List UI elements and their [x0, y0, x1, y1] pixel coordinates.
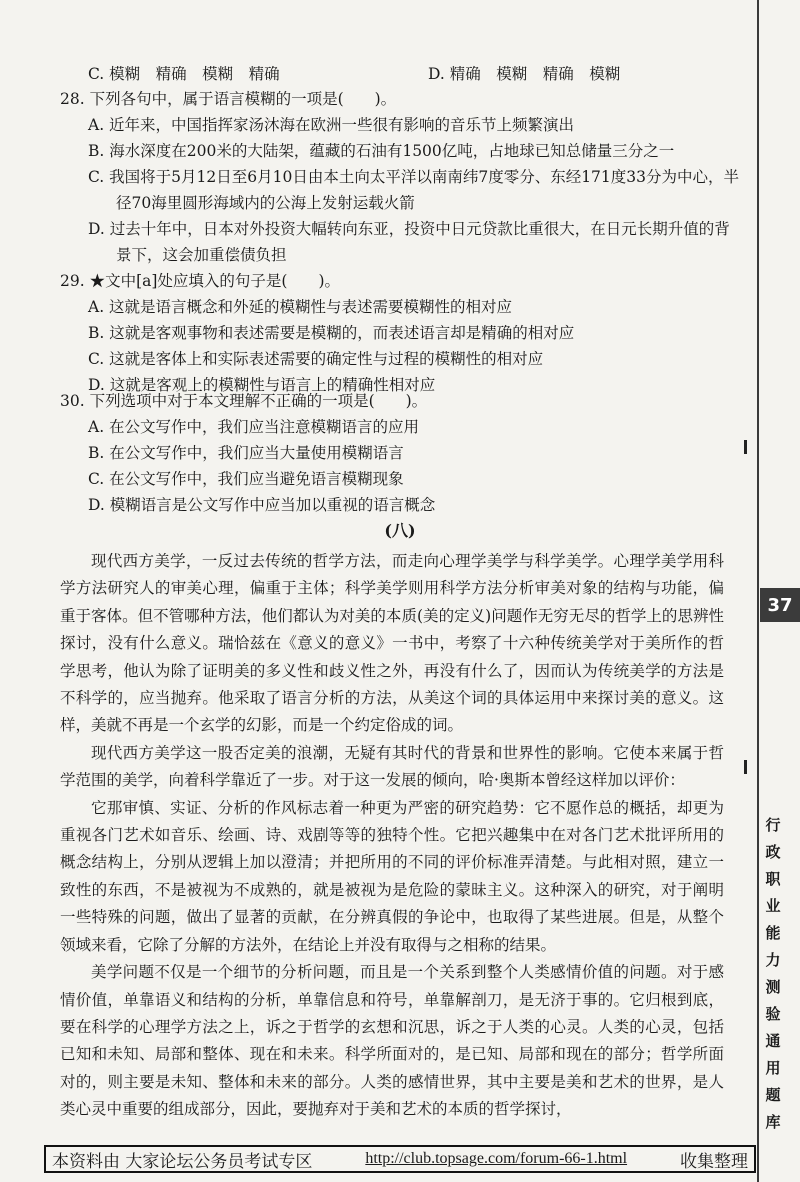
- side-title-char: 行: [765, 816, 781, 834]
- side-book-title: [760, 812, 786, 1136]
- margin-tick: [744, 760, 747, 774]
- option-c: C. 模糊 精确 模糊 精确: [88, 65, 280, 83]
- footer-suffix: 收集整理: [679, 1151, 748, 1172]
- option-d: D. 过去十年中，日本对外投资大幅转向东亚，投资中日元贷款比重很大，在日元长期升值的背景下，这会加重偿债负担: [88, 220, 730, 264]
- option-c: C. 在公文写作中，我们应当避免语言模糊现象: [88, 470, 404, 488]
- paragraph-quote: 它那审慎、实证、分析的作风标志着一种更为严密的研究趋势：它不愿作总的概括，却更为重视各门艺术如音乐、绘画、诗、戏剧等等的独特个性。它把兴趣集中在对各门艺术批评所用的概念结构上，分别从逻辑上加以澄清；并把所用的不同的评价标准弄清楚。与此相对照，建立一致性的东西，不是被视为不成熟的，就是被视为是危险的蒙昧主义。这种深入的研究，对于阐明一些特殊的问题，做出了显著的贡献，在分辨真假的争论中，也取得了某些进展。但是，从整个领域来看，它除了分解的方法外，在结论上并没有取得与之相称的结果。: [60, 798, 724, 954]
- question-stem: 30. 下列选项中对于本文理解不正确的一项是( )。: [60, 392, 428, 410]
- side-title-char: 库: [765, 1113, 781, 1131]
- footer-prefix: 本资料由 大家论坛公务员考试专区: [52, 1151, 313, 1172]
- side-title-char: 政: [765, 843, 781, 861]
- option-a: A. 在公文写作中，我们应当注意模糊语言的应用: [88, 418, 420, 436]
- side-title-char: 题: [765, 1086, 781, 1104]
- question-stem: 29. ★文中[a]处应填入的句子是( )。: [60, 272, 341, 290]
- footer-url-link[interactable]: http://club.topsage.com/forum-66-1.html: [365, 1150, 628, 1167]
- section-title: (八): [384, 521, 416, 540]
- option-b: B. 海水深度在200米的大陆架，蕴藏的石油有1500亿吨，占地球已知总储量三分之一: [88, 142, 675, 160]
- option-c: C. 这就是客体上和实际表述需要的确定性与过程的模糊性的相对应: [88, 350, 544, 368]
- side-title-char: 测: [765, 978, 781, 996]
- option-b: B. 在公文写作中，我们应当大量使用模糊语言: [88, 444, 404, 462]
- option-c: C. 我国将于5月12日至6月10日由本土向太平洋以南南纬7度零分、东经171度33分为中心，半径70海里圆形海域内的公海上发射运载火箭: [88, 168, 740, 212]
- binding-rule: [757, 0, 759, 1182]
- option-a: A. 这就是语言概念和外延的模糊性与表述需要模糊性的相对应: [88, 298, 513, 316]
- footer-banner: [44, 1145, 756, 1173]
- option-b: B. 这就是客观事物和表述需要是模糊的，而表述语言却是精确的相对应: [88, 324, 575, 342]
- option-d: D. 精确 模糊 精确 模糊: [428, 65, 621, 83]
- margin-tick: [744, 440, 747, 454]
- question-28: [60, 86, 740, 268]
- side-title-char: 通: [765, 1032, 781, 1050]
- question-29: [60, 268, 740, 398]
- question-30: [60, 388, 740, 518]
- side-title-char: 用: [765, 1059, 781, 1077]
- side-title-char: 能: [765, 924, 781, 942]
- reading-passage: [60, 548, 724, 1124]
- option-d: D. 模糊语言是公文写作中应当加以重视的语言概念: [88, 496, 436, 514]
- paragraph: 美学问题不仅是一个细节的分析问题，而且是一个关系到整个人类感情价值的问题。对于感情价值，单靠语义和结构的分析，单靠信息和符号，单靠解剖刀，是无济于事的。它归根到底，要在科学的心理学方法之上，诉之于哲学的玄想和沉思，诉之于人类的心灵。人类的心灵，包括已知和未知、局部和整体、现在和未来。科学所面对的，是已知、局部和现在的部分；哲学所面对的，则主要是未知、整体和未来的部分。人类的感情世界，其中主要是美和艺术的世界，是人类心灵中重要的组成部分，因此，要抛弃对于美和艺术的本质的哲学探讨，: [60, 963, 724, 1119]
- side-title-char: 职: [765, 870, 781, 888]
- question-stem: 28. 下列各句中，属于语言模糊的一项是( )。: [60, 90, 397, 108]
- side-title-char: 业: [765, 897, 781, 915]
- paragraph: 现代西方美学这一股否定美的浪潮，无疑有其时代的背景和世界性的影响。它使本来属于哲学范围的美学，向着科学靠近了一步。对于这一发展的倾向，哈·奥斯本曾经这样加以评价：: [60, 743, 724, 790]
- paragraph: 现代西方美学，一反过去传统的哲学方法，而走向心理学美学与科学美学。心理学美学用科学方法研究人的审美心理，偏重于主体；科学美学则用科学方法分析审美对象的结构与功能，偏重于客体。但不管哪种方法，他们都认为对美的本质(美的定义)问题作无穷无尽的哲学上的思辨性探讨，没有什么意义。瑞恰兹在《意义的意义》一书中，考察了十六种传统美学对于美所作的哲学思考，他认为除了证明美的多义性和歧义性之外，再没有什么了，因而认为传统美学的方法是不科学的，应当抛弃。他采取了语言分析的方法，从美这个词的具体运用中来探讨美的意义。这样，美就不再是一个玄学的幻影，而是一个约定俗成的词。: [60, 552, 724, 735]
- side-title-char: 验: [765, 1005, 781, 1023]
- side-title-char: 力: [765, 951, 781, 969]
- page-number-tab: 37: [760, 588, 800, 622]
- option-a: A. 近年来，中国指挥家汤沐海在欧洲一些很有影响的音乐节上频繁演出: [88, 116, 575, 134]
- option-d: D. 这就是客观上的模糊性与语言上的精确性相对应: [88, 376, 436, 394]
